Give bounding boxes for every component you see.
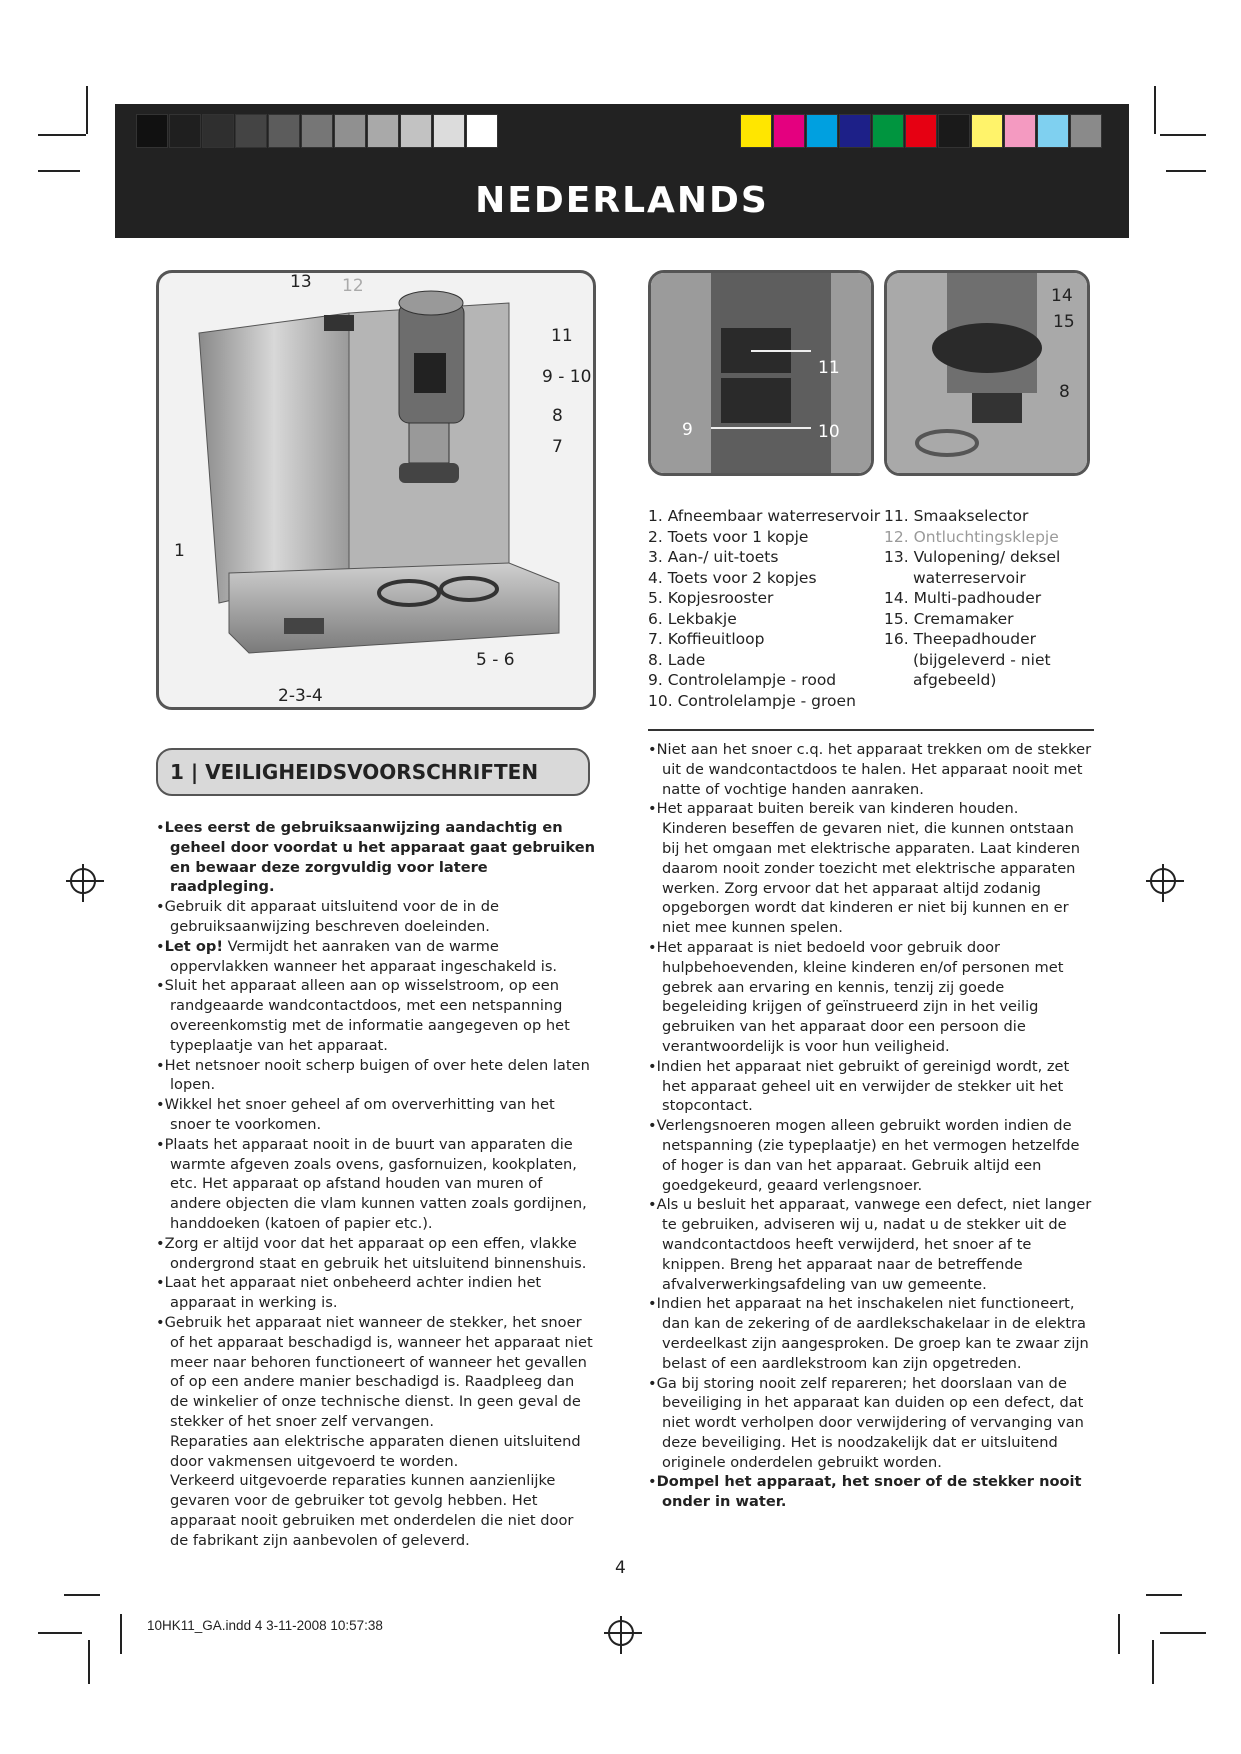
safety-item: • Gebruik dit apparaat uitsluitend voor de in de gebruiksaanwijzing beschreven doeleinden. [156, 897, 596, 937]
safety-item: • Het apparaat is niet bedoeld voor gebruik door hulpbehoevenden, kleine kinderen en/of personen met gebrek aan ervaring en kennis, tenzij zij goede begeleiding krijgen of geïnstrueerd zijn in het veilig gebruiken van het apparaat door een persoon die verantwoordelijk is voor hun veiligheid. [648, 938, 1094, 1057]
callout-13: 13 [290, 272, 312, 292]
color-swatch [773, 114, 805, 148]
holder-callout-8: 8 [1059, 382, 1070, 402]
grey-swatch [367, 114, 399, 148]
grey-swatch [400, 114, 432, 148]
grey-swatch [301, 114, 333, 148]
holder-callout-15: 15 [1053, 312, 1075, 332]
safety-item: Verkeerd uitgevoerde reparaties kunnen aanzienlijke gevaren voor de gebruiker tot gevolg hebben. Het apparaat nooit gebruiken met onderdelen die niet door de fabrikant zijn aanbevolen of geleverd. [170, 1472, 574, 1549]
crop-mark [38, 134, 86, 136]
safety-item: • Gebruik het apparaat niet wanneer de stekker, het snoer of het apparaat beschadigd is, wanneer het apparaat niet meer naar behoren functioneert of wanneer het gevallen of op een andere manier beschadigd is. Raadpleeg dan de winkelier of onze technische dienst. In geen geval de stekker of het snoer zelf vervangen. [156, 1313, 596, 1432]
crop-mark [1118, 1614, 1120, 1654]
safety-item: • Sluit het apparaat alleen aan op wisselstroom, op een randgeaarde wandcontactdoos, met een netspanning overeenkomstig met de informatie aangegeven op het typeplaatje van het apparaat. [156, 976, 596, 1055]
callout-11: 11 [551, 326, 573, 346]
parts-item: 6. Lekbakje [648, 609, 737, 628]
footer-slug: 10HK11_GA.indd 4 3-11-2008 10:57:38 [147, 1618, 383, 1633]
parts-item: 5. Kopjesrooster [648, 589, 774, 607]
parts-item: 10. Controlelampje - groen [648, 691, 856, 710]
grey-swatch [334, 114, 366, 148]
registration-mark-icon [70, 868, 96, 894]
holder-callout-14: 14 [1051, 286, 1073, 306]
safety-item: • Dompel het apparaat, het snoer of de stekker nooit onder in water. [648, 1472, 1094, 1512]
callout-8: 8 [552, 406, 563, 426]
safety-left-column [156, 818, 596, 1550]
page-number: 4 [615, 1558, 626, 1578]
registration-mark-icon [1150, 868, 1176, 894]
parts-item: 13. Vulopening/ deksel [884, 548, 1061, 566]
safety-item: • Plaats het apparaat nooit in de buurt van apparaten die warmte afgeven zoals ovens, gasfornuizen, kookplaten, etc. Het apparaat op afstand houden van muren of andere objecten die vlam kunnen vatten zoals gordijnen, handdoeken (katoen of papier etc.). [156, 1135, 596, 1234]
safety-item: • Indien het apparaat niet gebruikt of gereinigd wordt, zet het apparaat geheel uit en verwijder de stekker uit het stopcontact. [648, 1057, 1094, 1116]
callout-2-3-4: 2-3-4 [278, 686, 323, 706]
color-swatch [740, 114, 772, 148]
parts-item: 2. Toets voor 1 kopje [648, 527, 809, 546]
grey-swatch [136, 114, 168, 148]
crop-mark [1166, 170, 1206, 172]
crop-mark [1160, 134, 1206, 136]
parts-item: 11. Smaakselector [884, 507, 1029, 525]
color-swatch [1070, 114, 1102, 148]
section-heading: 1 | VEILIGHEIDSVOORSCHRIFTEN [170, 760, 539, 784]
parts-item: 12. Ontluchtingsklepje [884, 527, 1059, 546]
safety-item: • Verlengsnoeren mogen alleen gebruikt worden indien de netspanning (zie typeplaatje) en het vermogen hetzelfde of hoger is dan van het apparaat. Gebruik altijd een goedgekeurd, geaard verlengsnoer. [648, 1116, 1094, 1195]
safety-item: • Zorg er altijd voor dat het apparaat op een effen, vlakke ondergrond staat en gebruik het uitsluitend binnenshuis. [156, 1234, 596, 1274]
safety-item: • Ga bij storing nooit zelf repareren; het doorslaan van de beveiliging in het apparaat kan duiden op een defect, dat niet wordt verholpen door verwijdering of vervanging van deze beveiliging. Het is noodzakelijk dat er uitsluitend originele onderdelen gebruikt worden. [648, 1374, 1094, 1473]
safety-item: • Het netsnoer nooit scherp buigen of over hete delen laten lopen. [156, 1056, 596, 1096]
parts-item: 4. Toets voor 2 kopjes [648, 568, 817, 587]
safety-item: • Wikkel het snoer geheel af om oververhitting van het snoer te voorkomen. [156, 1095, 596, 1135]
registration-mark-icon [608, 1620, 634, 1646]
coffee-machine-illustration [159, 273, 593, 707]
color-swatch [1037, 114, 1069, 148]
parts-list-left [648, 506, 880, 711]
coffee-machine-figure [156, 270, 596, 710]
page-title: NEDERLANDS [475, 180, 769, 221]
control-callout-11: 11 [818, 358, 840, 378]
safety-item: • Let op! Vermijdt het aanraken van de warme oppervlakken wanneer het apparaat ingeschakeld is. [156, 937, 596, 977]
crop-mark [120, 1614, 122, 1654]
grey-swatch [466, 114, 498, 148]
crop-mark [64, 1594, 100, 1596]
crop-mark [38, 170, 80, 172]
safety-item: Reparaties aan elektrische apparaten dienen uitsluitend door vakmensen uitgevoerd te worden. [170, 1432, 581, 1470]
grey-swatch [433, 114, 465, 148]
safety-item: • Indien het apparaat na het inschakelen niet functioneert, dan kan de zekering of de aardlekschakelaar in de elektra verdeelkast zijn aangesproken. De groep kan te zwaar zijn belast of een aardlekstroom kan zijn opgetreden. [648, 1294, 1094, 1373]
color-swatch [971, 114, 1003, 148]
parts-item: 3. Aan-/ uit-toets [648, 548, 779, 566]
crop-mark [86, 86, 88, 134]
crop-mark [1152, 1640, 1154, 1684]
grey-swatch [202, 114, 234, 148]
color-swatch [839, 114, 871, 148]
parts-item: 15. Cremamaker [884, 609, 1014, 628]
control-callout-9: 9 [682, 420, 693, 440]
callout-5-6: 5 - 6 [476, 650, 515, 670]
crop-mark [1154, 86, 1156, 134]
divider [648, 729, 1094, 731]
parts-item: 9. Controlelampje - rood [648, 671, 837, 689]
crop-mark [88, 1640, 90, 1684]
safety-right-column [648, 740, 1094, 1512]
crop-mark [38, 1632, 82, 1634]
crop-mark [1160, 1632, 1206, 1634]
color-swatch [1004, 114, 1036, 148]
color-swatch [872, 114, 904, 148]
grey-swatch [169, 114, 201, 148]
grey-swatch [268, 114, 300, 148]
callout-7: 7 [552, 437, 563, 457]
crop-mark [1146, 1594, 1182, 1596]
safety-item: Kinderen beseffen de gevaren niet, die kunnen ontstaan bij het omgaan met elektrische apparaten. Laat kinderen daarom nooit zonder toezicht met elektrische apparaten werken. Zorg ervoor dat het apparaat altijd zodanig opgeborgen wordt dat kinderen er niet bij kunnen en er niet mee kunnen spelen. [662, 820, 1080, 937]
safety-item: • Niet aan het snoer c.q. het apparaat trekken om de stekker uit de wandcontactdoos te halen. Het apparaat nooit met natte of vochtige handen aanraken. [648, 740, 1094, 799]
parts-item: (bijgeleverd - niet [913, 650, 1051, 669]
parts-item: afgebeeld) [913, 671, 997, 689]
color-swatch [938, 114, 970, 148]
safety-item: • Laat het apparaat niet onbeheerd achter indien het apparaat in werking is. [156, 1273, 596, 1313]
callout-1: 1 [174, 541, 185, 561]
color-swatch [905, 114, 937, 148]
parts-item: 7. Koffieuitloop [648, 630, 765, 648]
callout-9-10: 9 - 10 [542, 367, 592, 387]
control-panel-figure [648, 270, 874, 476]
parts-item: 14. Multi-padhouder [884, 589, 1042, 607]
parts-item: 1. Afneembaar waterreservoir [648, 507, 881, 525]
parts-item: 8. Lade [648, 650, 706, 669]
safety-item: • Lees eerst de gebruiksaanwijzing aandachtig en geheel door voordat u het apparaat gaat gebruiken en bewaar deze zorgvuldig voor latere raadpleging. [156, 818, 596, 897]
parts-list-right [884, 506, 1060, 691]
grey-swatch [235, 114, 267, 148]
color-swatch [806, 114, 838, 148]
parts-item: waterreservoir [913, 568, 1026, 587]
parts-item: 16. Theepadhouder [884, 630, 1036, 648]
callout-12: 12 [342, 276, 364, 296]
safety-item: • Het apparaat buiten bereik van kinderen houden. [648, 799, 1094, 819]
control-callout-10: 10 [818, 422, 840, 442]
safety-item: • Als u besluit het apparaat, vanwege een defect, niet langer te gebruiken, adviseren wij u, nadat u de stekker uit de wandcontactdoos heeft verwijderd, het snoer af te knippen. Breng het apparaat naar de betreffende afvalverwerkingsafdeling van uw gemeente. [648, 1195, 1094, 1294]
